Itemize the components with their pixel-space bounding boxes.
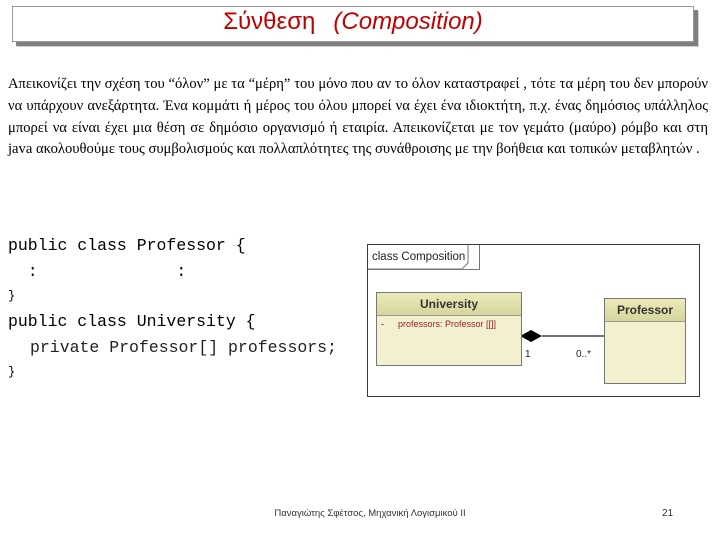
code-line: private Professor[] professors; [30,338,337,357]
attribute-visibility: - [381,319,384,329]
code-block [8,233,337,385]
title-sub: (Composition) [333,8,483,35]
multiplicity-one: 1 [525,349,531,360]
class-university-name: University [377,293,521,316]
footer-author: Παναγιώτης Σφέτσος, Μηχανική Λογισμικού ΙΙ [274,508,466,519]
uml-class-university [376,292,522,366]
code-line: public class University { [8,312,256,331]
page-number: 21 [662,508,674,519]
uml-class-professor [604,298,686,384]
code-line: } [8,289,16,303]
code-line: public class Professor { [8,236,246,255]
description-paragraph: Απεικονίζει την σχέση του “όλον” με τα “μέρη” του μόνο που αν το όλον καταστραφεί , τότε τα μέρη του δεν μπορούν να υπάρχουν ανεξάρτητα. Ένα κομμάτι ή μέρος του όλου μπορεί να έχει ένα ιδιοκτήτη, π.χ. ένας δημόσιος υπάλληλος μπορεί να είναι έχει μια θέση σε δημόσιο οργανισμό ή εταιρία. Απεικονίζεται με τον γεμάτο (μαύρο) ρόμβο και στη java ακολουθούμε τους συμβολισμούς και πολλαπλότητες της συνάθροισης με την βοήθεια και τοπικών μεταβλητών . [8,76,708,158]
multiplicity-many: 0..* [576,349,592,360]
class-professor-name: Professor [605,299,685,322]
attribute-text: professors: Professor [[]] [398,319,497,329]
slide-title [12,6,694,42]
composition-diamond [520,330,542,342]
class-university-attribute [377,316,521,332]
uml-diagram [367,244,700,397]
code-line: : : [8,262,187,281]
title-main: Σύνθεση [223,8,316,35]
code-line: } [8,365,16,379]
uml-frame-label: class Composition [368,245,480,270]
